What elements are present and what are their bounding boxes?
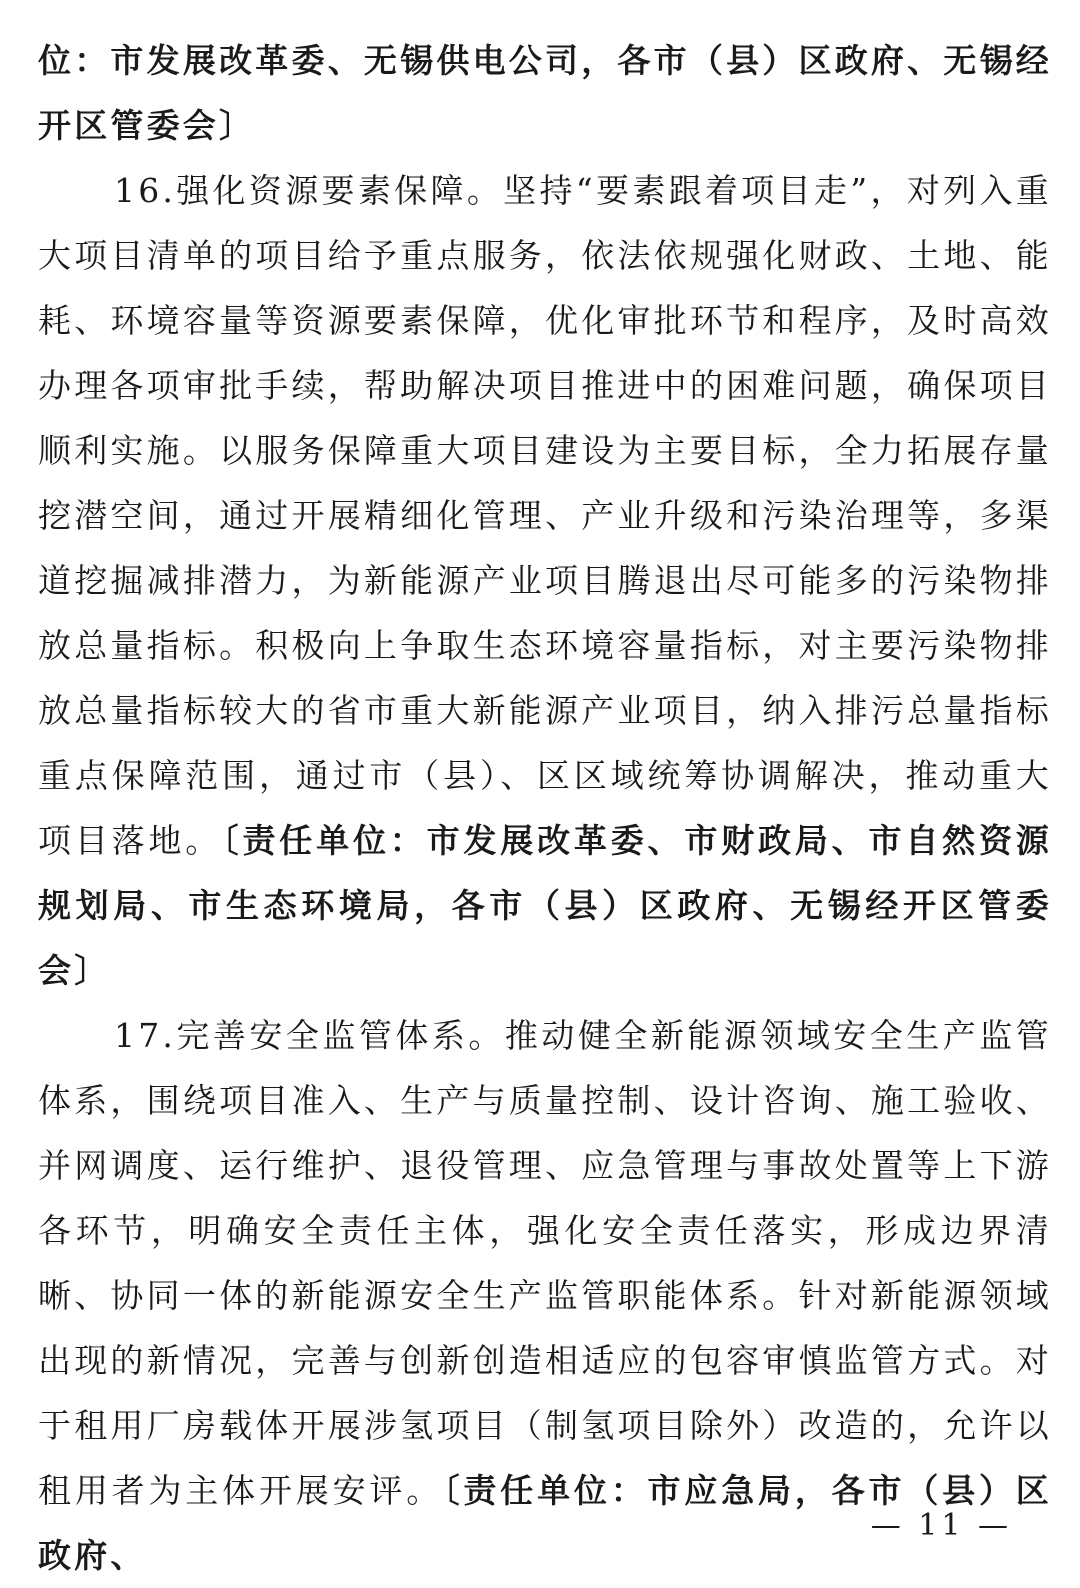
paragraph-item-16: [38, 158, 1052, 1003]
paragraph-body: 17.完善安全监管体系。推动健全新能源领域安全生产监管体系，围绕项目准入、生产与质量控制、设计咨询、施工验收、并网调度、运行维护、退役管理、应急管理与事故处置等上下游各环节，明确安全责任主体，强化安全责任落实，形成边界清晰、协同一体的新能源安全生产监管职能体系。针对新能源领域出现的新情况，完善与创新创造相适应的包容审慎监管方式。对于租用厂房载体开展涉氢项目（制氢项目除外）改造的，允许以租用者为主体开展安评。: [38, 1016, 1052, 1510]
page-number: — 11 —: [870, 1508, 1012, 1543]
paragraph-item-17: [38, 1003, 1052, 1588]
paragraph-body: 16.强化资源要素保障。坚持“要素跟着项目走”，对列入重大项目清单的项目给予重点服务，依法依规强化财政、土地、能耗、环境容量等资源要素保障，优化审批环节和程序，及时高效办理各项审批手续，帮助解决项目推进中的困难问题，确保项目顺利实施。以服务保障重大项目建设为主要目标，全力拓展存量挖潜空间，通过开展精细化管理、产业升级和污染治理等，多渠道挖掘减排潜力，为新能源产业项目腾退出尽可能多的污染物排放总量指标。积极向上争取生态环境容量指标，对主要污染物排放总量指标较大的省市重大新能源产业项目，纳入排污总量指标重点保障范围，通过市（县）、区区域统筹协调解决，推动重大项目落地。: [38, 171, 1052, 860]
responsibility-units: 位：市发展改革委、无锡供电公司，各市（县）区政府、无锡经开区管委会〕: [38, 41, 1052, 145]
document-page: [38, 28, 1052, 1588]
responsibility-units: 〔责任单位：市应急局，各市（县）区政府、: [38, 1471, 1053, 1575]
paragraph-continuation: [38, 28, 1052, 158]
responsibility-units: 〔责任单位：市发展改革委、市财政局、市自然资源规划局、市生态环境局，各市（县）区政府、无锡经开区管委会〕: [38, 821, 1053, 990]
